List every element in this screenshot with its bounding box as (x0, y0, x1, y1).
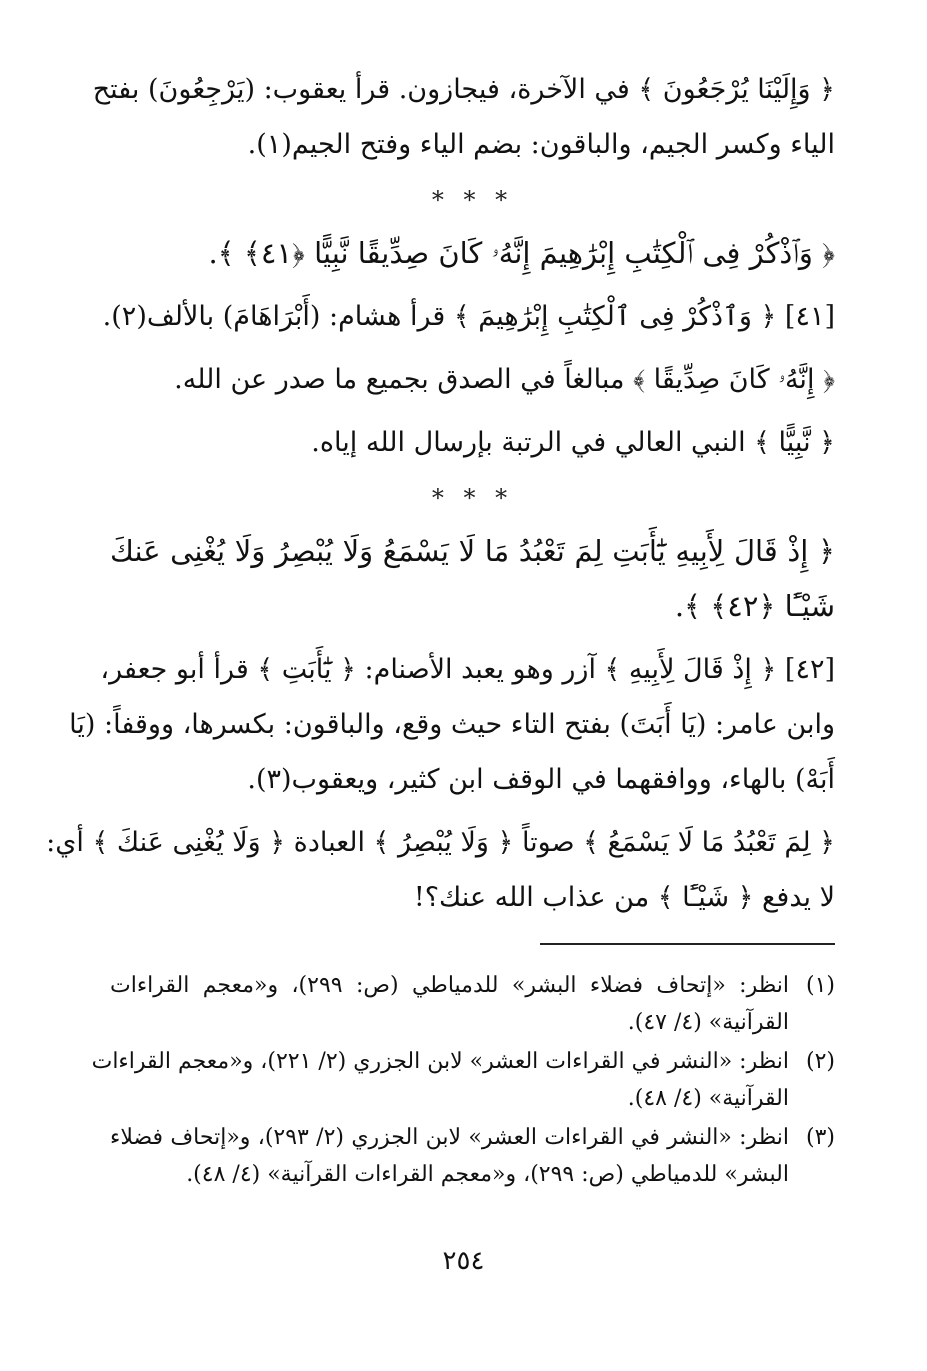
footnote-text (110, 1119, 789, 1193)
footnote-divider (540, 943, 835, 945)
footnotes (91, 967, 835, 1193)
footnote-line: انظر: «النشر في القراءات العشر» لابن الجزري (٢/ ٢٢١)، و«معجم القراءات (91, 1049, 789, 1074)
footnote (91, 1043, 835, 1117)
footnote-text (110, 967, 789, 1041)
quran-verse (110, 226, 835, 281)
text-line: لا يدفع ﴿ شَيْـًٔا ﴾ من عذاب الله عنك؟! (413, 882, 835, 913)
text-line: [٤١] ﴿ وَٱذْكُرْ فِى ٱلْكِتَٰبِ إِبْرَٰهِيمَ ﴾ قرأ هشام: (أَبْرَاهَامَ) بالألف(٢). (102, 301, 835, 332)
footnote-text (92, 1043, 789, 1117)
text-line: [٤٢] ﴿ إِذْ قَالَ لِأَبِيهِ ﴾ آزر وهو يعبد الأصنام: ﴿ يَٰٓأَبَتِ ﴾ قرأ أبو جعفر، (100, 654, 835, 685)
text-line: وابن عامر: (يَا أَبَتَ) بفتح التاء حيث وقع، والباقون: بكسرها، ووقفاً: (يَا (69, 709, 835, 740)
text-line: أَبَهْ) بالهاء، ووافقهما في الوقف ابن كثير، ويعقوب(٣). (247, 764, 835, 795)
commentary-paragraph (46, 815, 835, 925)
footnote-line: القرآنية» (٤/ ٤٧). (627, 1010, 789, 1035)
text-line: ﴿ نَّبِيًّا ﴾ النبي العالي في الرتبة بإرسال الله إياه. (311, 427, 835, 458)
footnote-number: (٣) (805, 1125, 835, 1150)
commentary-paragraph (69, 642, 835, 807)
footnote-number: (٢) (805, 1049, 835, 1074)
text-line: ﴿ إِنَّهُۥ كَانَ صِدِّيقًا ﴾ مبالغاً في الصدق بجميع ما صدر عن الله. (174, 364, 835, 395)
text-line: ﴿ إِذْ قَالَ لِأَبِيهِ يَٰٓأَبَتِ لِمَ تَعْبُدُ مَا لَا يَسْمَعُ وَلَا يُبْصِرُ وَلَا يُغْنِى عَنكَ (110, 534, 835, 568)
page-number: ٢٥٤ (442, 1246, 485, 1276)
footnote-line: البشر» للدمياطي (ص: ٢٩٩)، و«معجم القراءات القرآنية» (٤/ ٤٨). (186, 1162, 789, 1187)
section-separator: * * * (431, 484, 514, 512)
main-text (46, 62, 835, 925)
text-line: ﴿ وَٱذْكُرْ فِى ٱلْكِتَٰبِ إِبْرَٰهِيمَ إِنَّهُۥ كَانَ صِدِّيقًا نَّبِيًّا ﴿٤١﴾ ﴾. (208, 236, 835, 270)
footnote-number: (١) (805, 973, 835, 998)
footnote-line: القرآنية» (٤/ ٤٨). (627, 1086, 789, 1111)
footnote (110, 1119, 835, 1193)
text-line: شَيْـًٔا ﴿٤٢﴾ ﴾. (674, 589, 835, 623)
commentary-paragraph (102, 289, 835, 344)
section-separator: * * * (431, 186, 514, 214)
text-line: ﴿ وَإِلَيْنَا يُرْجَعُونَ ﴾ في الآخرة، فيجازون. قرأ يعقوب: (يَرْجِعُونَ) بفتح (92, 74, 835, 105)
page-body (46, 62, 835, 1195)
footnote-line: انظر: «إتحاف فضلاء البشر» للدمياطي (ص: ٢٩٩)، و«معجم القراءات (110, 973, 790, 998)
footnote-line: انظر: «النشر في القراءات العشر» لابن الجزري (٢/ ٢٩٣)، و«إتحاف فضلاء (110, 1125, 789, 1150)
commentary-paragraph (110, 352, 835, 407)
text-line: الياء وكسر الجيم، والباقون: بضم الياء وفتح الجيم(١). (247, 129, 835, 160)
commentary-paragraph (92, 62, 835, 172)
text-line: ﴿ لِمَ تَعْبُدُ مَا لَا يَسْمَعُ ﴾ صوتاً ﴿ وَلَا يُبْصِرُ ﴾ العبادة ﴿ وَلَا يُغْنِى عَنكَ ﴾ أي: (46, 827, 835, 858)
footnote (110, 967, 835, 1041)
quran-verse (110, 524, 835, 634)
commentary-paragraph (110, 415, 835, 470)
